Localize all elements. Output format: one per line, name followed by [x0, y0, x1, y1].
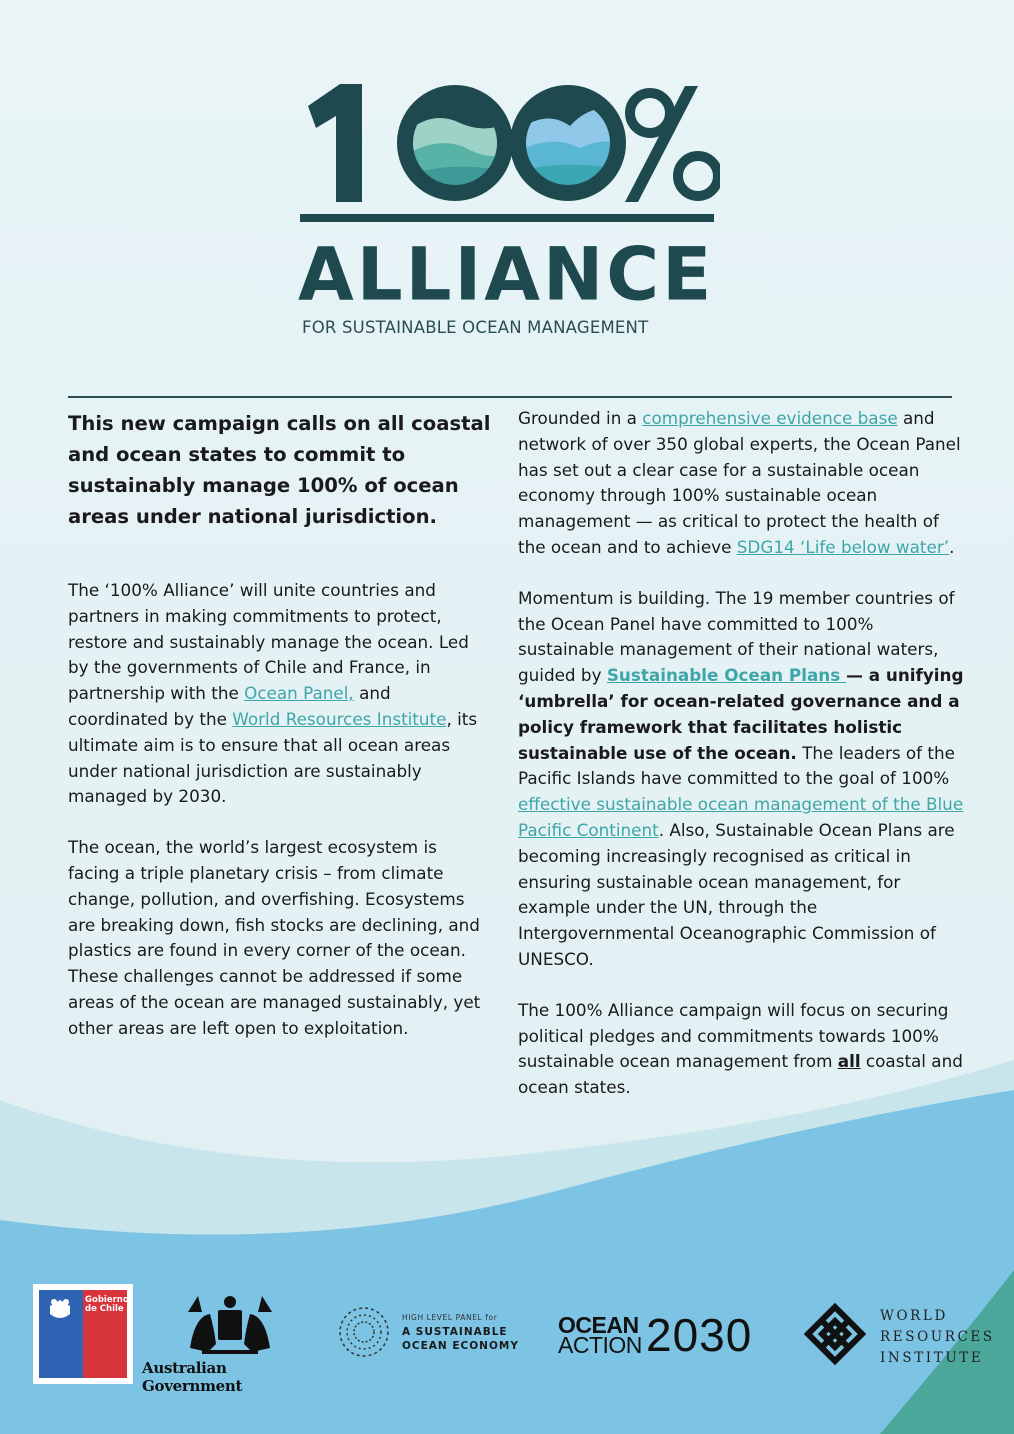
- paragraph-evidence: Grounded in a comprehensive evidence base and network of over 350 global experts, the Ocean Panel has set out a clear case for a sustainable ocean economy through 100% sustainable ocean management — as critical to protect the health of the ocean and to achieve SDG14 ‘Life below water’.: [518, 408, 961, 557]
- section-divider: [68, 396, 952, 398]
- paragraph-momentum: Momentum is building. The 19 member countries of the Ocean Panel have committed to 100% sustainable management of their national waters, guided by Sustainable Ocean Plans — a unifying ‘umbrella’ for ocean-related governance and a policy framework that facilitates holistic sustainable use of the ocean. The leaders of the Pacific Islands have committed to the goal of 100% effective sustainable ocean management of the Blue Pacific Continent. Also, Sustainable Ocean Plans are becoming increasingly recognised as critical in ensuring sustainable ocean management, for example under the UN, through the Intergovernmental Oceanographic Commission of UNESCO.: [518, 587, 964, 969]
- wri-label: WORLD RESOURCES INSTITUTE: [880, 1308, 995, 1366]
- australian-government-label: Australian Government: [142, 1359, 243, 1395]
- paragraph-campaign: The 100% Alliance campaign will focus on securing political pledges and commitments towards 100% sustainable ocean management from all coastal and ocean states.: [518, 999, 963, 1098]
- lead-statement: This new campaign calls on all coastal and ocean states to commit to sustainably manage 100% of ocean areas under national jurisdiction.: [68, 412, 491, 528]
- chile-label: Gobierno de Chile: [85, 1295, 129, 1314]
- percent-dot-bottom: [678, 156, 718, 196]
- logo-tagline: FOR SUSTAINABLE OCEAN MANAGEMENT: [302, 318, 649, 337]
- right-column: [518, 406, 970, 1126]
- evidence-base-link[interactable]: comprehensive evidence base: [642, 408, 898, 428]
- ocean-panel-small-label: HIGH LEVEL PANEL for: [402, 1313, 498, 1322]
- wri-link[interactable]: World Resources Institute: [232, 708, 447, 729]
- paragraph-ocean-crisis: The ocean, the world’s largest ecosystem is facing a triple planetary crisis – from climate change, pollution, and overfishing. Ecosystems are breaking down, fish stocks are declining, and plastics are found in every corner of the ocean. These challenges cannot be addressed if some areas of the ocean are managed sustainably, yet other areas are left open to exploitation.: [68, 837, 481, 1038]
- logo-100-percent: [300, 78, 720, 208]
- blue-pacific-link[interactable]: effective sustainable ocean management of the Blue Pacific Continent: [518, 794, 964, 840]
- sustainable-ocean-plans-link[interactable]: Sustainable Ocean Plans: [606, 665, 847, 686]
- chile-crest-icon: [45, 1296, 75, 1324]
- ocean-action-year: 2030: [646, 1309, 753, 1361]
- ocean-action-word-action: ACTION: [558, 1332, 642, 1358]
- digit-one: [308, 84, 362, 202]
- chile-government-logo: [33, 1284, 133, 1384]
- logo-rule: [300, 214, 714, 222]
- sdg14-link[interactable]: SDG14 ‘Life below water’: [736, 536, 950, 557]
- ocean-panel-icon: [336, 1304, 392, 1360]
- left-column: [68, 408, 492, 1067]
- wri-knot-icon: [804, 1303, 866, 1365]
- logo-alliance-word: ALLIANCE: [298, 231, 715, 317]
- paragraph-alliance: The ‘100% Alliance’ will unite countries and partners in making commitments to protect, restore and sustainably manage the ocean. Led by the governments of Chile and France, in partnership with the Ocean Panel, and coordinated by the World Resources Institute, its ultimate aim is to ensure that all ocean areas under national jurisdiction are sustainably managed by 2030.: [68, 580, 478, 807]
- ocean-panel-label: A SUSTAINABLE OCEAN ECONOMY: [402, 1326, 519, 1352]
- ocean-panel-link[interactable]: Ocean Panel,: [244, 683, 354, 704]
- ocean-action-word-ocean: OCEAN: [558, 1312, 639, 1338]
